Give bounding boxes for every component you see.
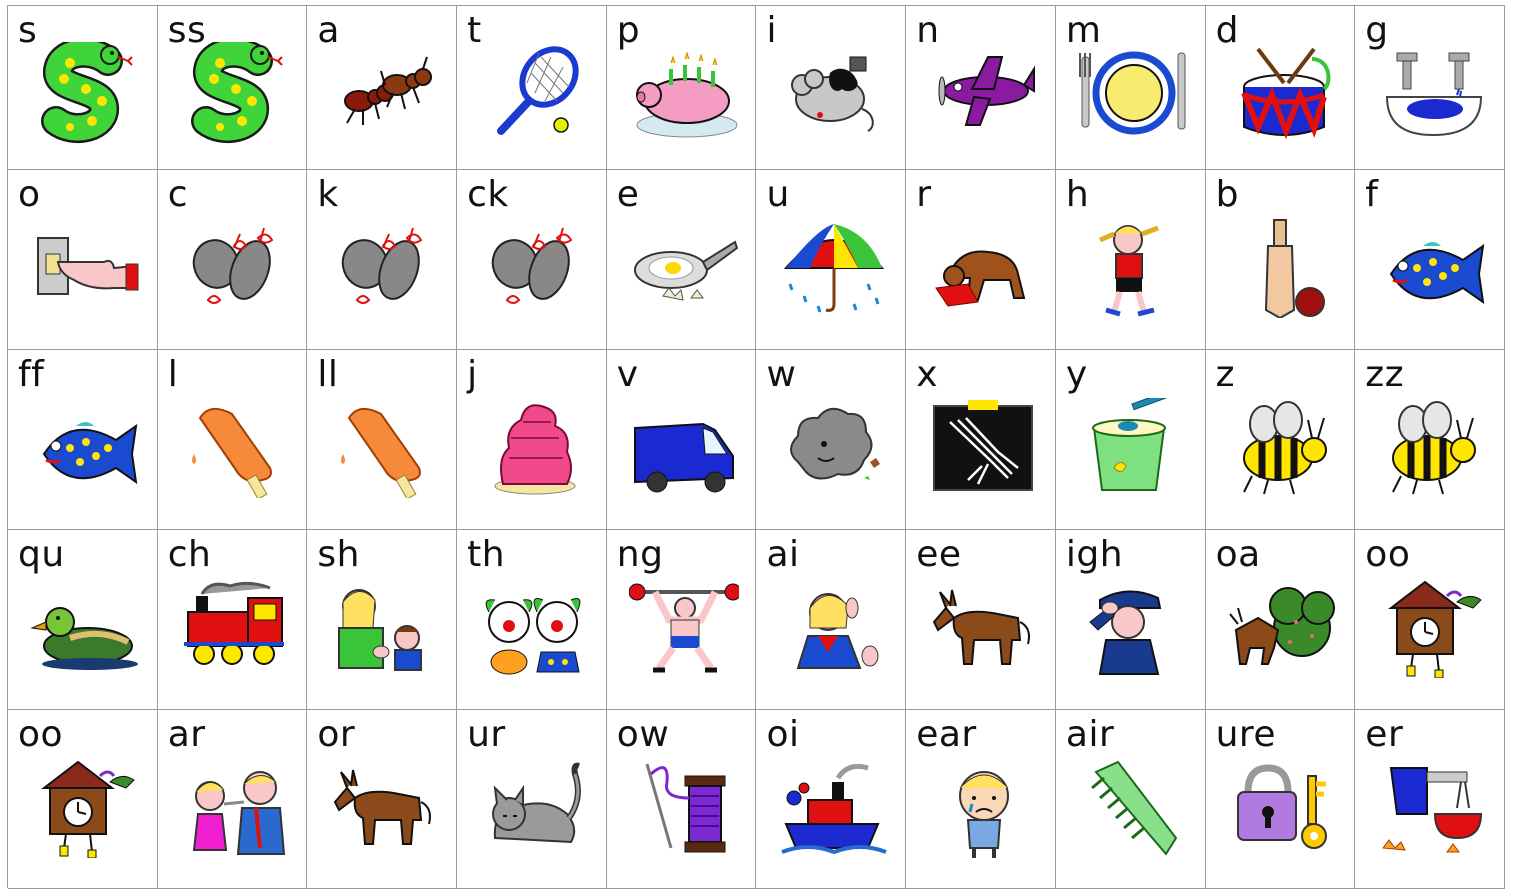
pig-cake-icon xyxy=(629,42,739,144)
sound-label: ff xyxy=(18,354,45,395)
sink-icon xyxy=(1377,42,1487,144)
phonics-card xyxy=(756,710,906,889)
sound-label: j xyxy=(467,354,478,395)
sound-label: ss xyxy=(167,10,207,51)
phonics-card xyxy=(906,350,1056,530)
doctor-icon xyxy=(180,758,290,858)
sound-label: ear xyxy=(916,714,977,755)
phonics-card xyxy=(457,6,607,170)
fish-icon xyxy=(30,398,140,498)
sound-label: air xyxy=(1065,714,1115,755)
phonics-card xyxy=(1206,350,1356,530)
phonics-card xyxy=(8,6,158,170)
sound-label: ow xyxy=(616,714,670,755)
sound-label: ar xyxy=(167,714,206,755)
castanets-icon xyxy=(329,218,439,318)
weightlifter-icon xyxy=(629,578,739,678)
phonics-card xyxy=(1355,170,1505,350)
sound-label: ng xyxy=(616,534,664,575)
sound-label: x xyxy=(916,354,938,395)
phonics-card xyxy=(906,170,1056,350)
sound-label: ur xyxy=(467,714,506,755)
dog-rag-icon xyxy=(928,218,1038,318)
sound-label: oi xyxy=(766,714,800,755)
x-ray-icon xyxy=(928,398,1038,498)
sound-label: r xyxy=(916,174,932,215)
phonics-card xyxy=(1206,530,1356,710)
phonics-card xyxy=(457,530,607,710)
phonics-card xyxy=(756,530,906,710)
phonics-card xyxy=(607,170,757,350)
mixer-icon xyxy=(1377,758,1487,858)
phonics-card xyxy=(158,530,308,710)
phonics-card xyxy=(906,6,1056,170)
phonics-card xyxy=(307,530,457,710)
sound-label: ure xyxy=(1215,714,1277,755)
van-icon xyxy=(629,398,739,498)
phonics-card xyxy=(1355,6,1505,170)
bee-icon xyxy=(1377,398,1487,498)
snake-icon xyxy=(30,42,140,144)
sound-label: igh xyxy=(1065,534,1124,575)
clowns-icon xyxy=(479,578,589,678)
sound-label: l xyxy=(167,354,179,395)
ice-lolly-icon xyxy=(329,398,439,498)
phonics-card xyxy=(1206,170,1356,350)
phonics-card xyxy=(756,170,906,350)
castanets-icon xyxy=(180,218,290,318)
sound-label: v xyxy=(616,354,639,395)
sound-label: oa xyxy=(1215,534,1261,575)
phonics-sound-grid xyxy=(7,5,1505,888)
yogurt-icon xyxy=(1078,398,1188,498)
phonics-card xyxy=(307,170,457,350)
phonics-card xyxy=(158,710,308,889)
crying-boy-icon xyxy=(928,758,1038,858)
sound-label: o xyxy=(18,174,41,215)
phonics-card xyxy=(8,170,158,350)
phonics-card xyxy=(906,530,1056,710)
donkey-icon xyxy=(928,578,1038,678)
sound-label: a xyxy=(317,10,340,51)
bat-ball-icon xyxy=(1228,218,1338,318)
snake-icon xyxy=(180,42,290,144)
sound-label: sh xyxy=(317,534,360,575)
girl-panting-icon xyxy=(1078,218,1188,318)
jelly-icon xyxy=(479,398,589,498)
sound-label: oo xyxy=(18,714,64,755)
sound-label: f xyxy=(1365,174,1379,215)
sound-label: g xyxy=(1365,10,1389,51)
fish-icon xyxy=(1377,218,1487,318)
phonics-card xyxy=(8,350,158,530)
sound-label: b xyxy=(1215,174,1239,215)
phonics-card xyxy=(307,710,457,889)
phonics-card xyxy=(457,170,607,350)
sound-label: h xyxy=(1065,174,1090,215)
bee-icon xyxy=(1228,398,1338,498)
light-switch-icon xyxy=(30,218,140,318)
sound-label: z xyxy=(1215,354,1235,395)
cat-icon xyxy=(479,758,589,858)
phonics-card xyxy=(1056,170,1206,350)
duck-icon xyxy=(30,578,140,678)
phonics-card xyxy=(1355,350,1505,530)
cuckoo-clock-icon xyxy=(1377,578,1487,678)
sound-label: th xyxy=(467,534,506,575)
sound-label: i xyxy=(766,10,777,51)
sound-label: ll xyxy=(317,354,339,395)
egg-pan-icon xyxy=(629,218,739,318)
phonics-card xyxy=(1056,350,1206,530)
sound-label: y xyxy=(1065,354,1088,395)
phonics-card xyxy=(607,6,757,170)
sound-label: zz xyxy=(1365,354,1405,395)
sound-label: ee xyxy=(916,534,962,575)
phonics-card xyxy=(906,710,1056,889)
mouse-ink-icon xyxy=(778,42,888,144)
comb-icon xyxy=(1078,758,1188,858)
phonics-card xyxy=(1056,6,1206,170)
sound-label: ai xyxy=(766,534,800,575)
sound-label: or xyxy=(317,714,356,755)
sound-label: s xyxy=(18,10,38,51)
phonics-card xyxy=(756,6,906,170)
sound-label: ch xyxy=(167,534,212,575)
phonics-card xyxy=(307,350,457,530)
sound-label: qu xyxy=(18,534,65,575)
ice-lolly-icon xyxy=(180,398,290,498)
drum-icon xyxy=(1228,42,1338,144)
goat-bush-icon xyxy=(1228,578,1338,678)
phonics-card xyxy=(457,350,607,530)
sound-label: w xyxy=(766,354,797,395)
needle-thread-icon xyxy=(629,758,739,858)
donkey-icon xyxy=(329,758,439,858)
padlock-key-icon xyxy=(1228,758,1338,858)
phonics-card xyxy=(1206,6,1356,170)
sound-label: oo xyxy=(1365,534,1411,575)
sound-label: m xyxy=(1065,10,1102,51)
wind-cloud-icon xyxy=(778,398,888,498)
phonics-card xyxy=(607,530,757,710)
sound-label: c xyxy=(167,174,188,215)
cuckoo-clock-icon xyxy=(30,758,140,858)
phonics-card xyxy=(457,710,607,889)
castanets-icon xyxy=(479,218,589,318)
sound-label: k xyxy=(317,174,339,215)
girl-cupping-ear-icon xyxy=(778,578,888,678)
phonics-card xyxy=(607,710,757,889)
phonics-card xyxy=(158,6,308,170)
sound-label: u xyxy=(766,174,790,215)
phonics-card xyxy=(1056,530,1206,710)
ants-icon xyxy=(329,42,439,144)
shush-icon xyxy=(329,578,439,678)
phonics-card xyxy=(607,350,757,530)
phonics-card xyxy=(1355,710,1505,889)
sound-label: er xyxy=(1365,714,1404,755)
plate-icon xyxy=(1078,42,1188,144)
phonics-card xyxy=(158,350,308,530)
tennis-racket-icon xyxy=(479,42,589,144)
boat-icon xyxy=(778,758,888,858)
umbrella-icon xyxy=(778,218,888,318)
aeroplane-icon xyxy=(928,42,1038,144)
sound-label: n xyxy=(916,10,940,51)
phonics-card xyxy=(8,530,158,710)
phonics-card xyxy=(158,170,308,350)
phonics-card xyxy=(1056,710,1206,889)
phonics-card xyxy=(756,350,906,530)
sound-label: t xyxy=(467,10,482,51)
sound-label: e xyxy=(616,174,640,215)
sound-label: ck xyxy=(467,174,509,215)
boy-saluting-icon xyxy=(1078,578,1188,678)
phonics-card xyxy=(1206,710,1356,889)
sound-label: p xyxy=(616,10,641,51)
phonics-card xyxy=(1355,530,1505,710)
sound-label: d xyxy=(1215,10,1239,51)
train-icon xyxy=(180,578,290,678)
phonics-card xyxy=(8,710,158,889)
phonics-card xyxy=(307,6,457,170)
